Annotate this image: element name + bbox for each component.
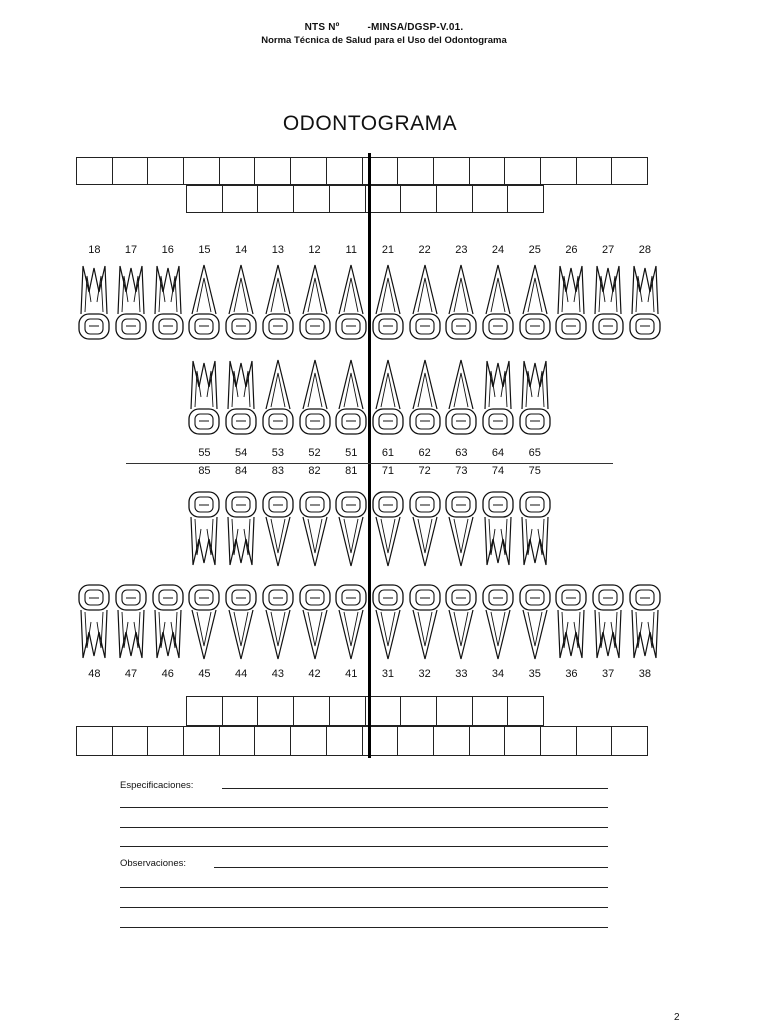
odontogram-box[interactable] <box>469 726 506 756</box>
odontogram-box[interactable] <box>433 726 470 756</box>
tooth-26[interactable] <box>554 262 588 347</box>
tooth-number-38: 38 <box>638 668 651 680</box>
tooth-number-71: 71 <box>381 465 395 477</box>
tooth-15[interactable] <box>187 262 221 347</box>
odontogram-box[interactable] <box>112 157 149 185</box>
tooth-number-73: 73 <box>455 465 468 477</box>
norm-code-suffix: -MINSA/DGSP-V.01. <box>367 22 464 33</box>
tooth-number-72: 72 <box>418 465 431 477</box>
tooth-number-28: 28 <box>638 244 651 256</box>
tooth-71[interactable] <box>371 487 405 576</box>
tooth-84[interactable] <box>224 487 258 576</box>
odontogram-box[interactable] <box>183 726 220 756</box>
observaciones-line-3[interactable] <box>120 907 608 908</box>
lower-box-row-deciduous <box>186 696 543 726</box>
tooth-31[interactable] <box>371 582 405 667</box>
tooth-number-43: 43 <box>271 668 284 680</box>
tooth-number-85: 85 <box>198 465 211 477</box>
tooth-number-63: 63 <box>455 447 468 459</box>
tooth-16[interactable] <box>151 262 185 347</box>
upper-box-row-deciduous <box>186 185 543 213</box>
tooth-47[interactable] <box>114 582 148 667</box>
especificaciones-line-2[interactable] <box>120 807 608 808</box>
tooth-38[interactable] <box>628 582 662 667</box>
tooth-12[interactable] <box>298 262 332 347</box>
odontogram-box[interactable] <box>611 157 648 185</box>
odontogram-box[interactable] <box>76 726 113 756</box>
tooth-number-82: 82 <box>308 465 321 477</box>
tooth-34[interactable] <box>481 582 515 667</box>
tooth-number-15: 15 <box>198 244 211 256</box>
odontogram-box[interactable] <box>183 157 220 185</box>
tooth-number-55: 55 <box>198 447 211 459</box>
tooth-17[interactable] <box>114 262 148 347</box>
tooth-22[interactable] <box>408 262 442 347</box>
tooth-number-64: 64 <box>491 447 505 459</box>
observaciones-line-1[interactable] <box>214 867 608 868</box>
tooth-number-26: 26 <box>565 244 578 256</box>
tooth-number-62: 62 <box>418 447 431 459</box>
odontogram-box[interactable] <box>576 157 613 185</box>
odontogram-box[interactable] <box>186 696 223 726</box>
tooth-number-16: 16 <box>161 244 174 256</box>
tooth-42[interactable] <box>298 582 332 667</box>
tooth-65[interactable] <box>518 355 552 444</box>
odontogram-box[interactable] <box>293 696 330 726</box>
tooth-number-35: 35 <box>528 668 541 680</box>
tooth-number-65: 65 <box>528 447 541 459</box>
odontogram-box[interactable] <box>147 726 184 756</box>
tooth-75[interactable] <box>518 487 552 576</box>
especificaciones-label: Especificaciones: <box>120 780 194 791</box>
tooth-18[interactable] <box>77 262 111 347</box>
tooth-83[interactable] <box>261 487 295 576</box>
tooth-61[interactable] <box>371 355 405 444</box>
tooth-13[interactable] <box>261 262 295 347</box>
odontogram-box[interactable] <box>362 726 399 756</box>
odontogram-box[interactable] <box>400 185 437 213</box>
tooth-41[interactable] <box>334 582 368 667</box>
odontogram-box[interactable] <box>76 157 113 185</box>
tooth-72[interactable] <box>408 487 442 576</box>
odontogram-box[interactable] <box>400 696 437 726</box>
tooth-number-12: 12 <box>308 244 321 256</box>
odontogram-box[interactable] <box>112 726 149 756</box>
tooth-21[interactable] <box>371 262 405 347</box>
tooth-number-31: 31 <box>381 668 395 680</box>
tooth-number-41: 41 <box>345 668 358 680</box>
tooth-number-75: 75 <box>528 465 541 477</box>
tooth-number-34: 34 <box>491 668 505 680</box>
tooth-53[interactable] <box>261 355 295 444</box>
odontogram-box[interactable] <box>329 185 366 213</box>
odontogram-box[interactable] <box>147 157 184 185</box>
tooth-45[interactable] <box>187 582 221 667</box>
norm-code <box>0 22 768 33</box>
tooth-number-11: 11 <box>345 244 357 256</box>
observaciones-line-2[interactable] <box>120 887 608 888</box>
tooth-55[interactable] <box>187 355 221 444</box>
tooth-number-37: 37 <box>602 668 615 680</box>
arch-divider <box>126 463 613 464</box>
norm-subtitle: Norma Técnica de Salud para el Uso del Odontograma <box>261 35 507 46</box>
odontogram-box[interactable] <box>397 157 434 185</box>
tooth-number-53: 53 <box>271 447 284 459</box>
odontogram-box[interactable] <box>293 185 330 213</box>
odontogram-box[interactable] <box>254 726 291 756</box>
tooth-number-61: 61 <box>381 447 395 459</box>
tooth-number-21: 21 <box>381 244 395 256</box>
tooth-28[interactable] <box>628 262 662 347</box>
tooth-51[interactable] <box>334 355 368 444</box>
especificaciones-line-1[interactable] <box>222 788 608 789</box>
tooth-number-18: 18 <box>88 244 101 256</box>
tooth-25[interactable] <box>518 262 552 347</box>
especificaciones-line-4[interactable] <box>120 846 608 847</box>
odontogram-box[interactable] <box>472 696 509 726</box>
tooth-74[interactable] <box>481 487 515 576</box>
odontogram-box[interactable] <box>507 696 544 726</box>
odontogram-box[interactable] <box>219 726 256 756</box>
tooth-number-32: 32 <box>418 668 431 680</box>
page-mark: 2 <box>674 1012 680 1023</box>
tooth-number-22: 22 <box>418 244 431 256</box>
tooth-number-81: 81 <box>345 465 358 477</box>
odontogram-box[interactable] <box>611 726 648 756</box>
odontogram-box[interactable] <box>290 157 327 185</box>
odontogram-box[interactable] <box>469 157 506 185</box>
tooth-number-47: 47 <box>124 668 138 680</box>
odontogram-box[interactable] <box>290 726 327 756</box>
lower-box-row-permanent <box>76 726 647 756</box>
tooth-63[interactable] <box>444 355 478 444</box>
odontogram-box[interactable] <box>222 696 259 726</box>
tooth-number-25: 25 <box>528 244 541 256</box>
norm-code-prefix: NTS Nº <box>304 22 340 33</box>
tooth-number-44: 44 <box>235 668 248 680</box>
odontogram-box[interactable] <box>540 157 577 185</box>
tooth-number-27: 27 <box>602 244 615 256</box>
tooth-number-54: 54 <box>235 447 248 459</box>
tooth-27[interactable] <box>591 262 625 347</box>
upper-box-row-permanent <box>76 157 647 185</box>
tooth-85[interactable] <box>187 487 221 576</box>
odontogram-box[interactable] <box>257 185 294 213</box>
page-title: ODONTOGRAMA <box>282 112 458 135</box>
tooth-number-17: 17 <box>124 244 138 256</box>
odontogram-box[interactable] <box>507 185 544 213</box>
observaciones-line-4[interactable] <box>120 927 608 928</box>
tooth-46[interactable] <box>151 582 185 667</box>
tooth-23[interactable] <box>444 262 478 347</box>
odontogram-box[interactable] <box>257 696 294 726</box>
odontogram-box[interactable] <box>576 726 613 756</box>
tooth-82[interactable] <box>298 487 332 576</box>
odontogram-box[interactable] <box>326 157 363 185</box>
odontogram-box[interactable] <box>222 185 259 213</box>
tooth-number-51: 51 <box>345 447 358 459</box>
tooth-number-46: 46 <box>161 668 174 680</box>
odontogram-box[interactable] <box>362 157 399 185</box>
odontogram-box[interactable] <box>436 696 473 726</box>
odontogram-box[interactable] <box>397 726 434 756</box>
tooth-37[interactable] <box>591 582 625 667</box>
tooth-36[interactable] <box>554 582 588 667</box>
tooth-73[interactable] <box>444 487 478 576</box>
tooth-number-24: 24 <box>491 244 505 256</box>
tooth-54[interactable] <box>224 355 258 444</box>
tooth-81[interactable] <box>334 487 368 576</box>
tooth-number-23: 23 <box>455 244 468 256</box>
odontogram-box[interactable] <box>504 726 541 756</box>
tooth-number-83: 83 <box>271 465 284 477</box>
tooth-52[interactable] <box>298 355 332 444</box>
tooth-48[interactable] <box>77 582 111 667</box>
tooth-44[interactable] <box>224 582 258 667</box>
especificaciones-line-3[interactable] <box>120 827 608 828</box>
tooth-number-36: 36 <box>565 668 578 680</box>
tooth-number-14: 14 <box>235 244 248 256</box>
tooth-number-48: 48 <box>88 668 101 680</box>
odontogram-box[interactable] <box>504 157 541 185</box>
tooth-14[interactable] <box>224 262 258 347</box>
odontogram-box[interactable] <box>329 696 366 726</box>
tooth-24[interactable] <box>481 262 515 347</box>
odontogram-box[interactable] <box>540 726 577 756</box>
tooth-number-45: 45 <box>198 668 211 680</box>
odontogram-box[interactable] <box>326 726 363 756</box>
tooth-35[interactable] <box>518 582 552 667</box>
tooth-33[interactable] <box>444 582 478 667</box>
tooth-number-74: 74 <box>491 465 505 477</box>
tooth-62[interactable] <box>408 355 442 444</box>
tooth-number-33: 33 <box>455 668 468 680</box>
tooth-number-84: 84 <box>235 465 248 477</box>
tooth-number-13: 13 <box>271 244 284 256</box>
odontogram-box[interactable] <box>219 157 256 185</box>
tooth-32[interactable] <box>408 582 442 667</box>
observaciones-label: Observaciones: <box>120 858 187 869</box>
midline-divider <box>368 153 371 758</box>
odontogram-box[interactable] <box>433 157 470 185</box>
tooth-11[interactable] <box>334 262 368 347</box>
odontogram-box[interactable] <box>472 185 509 213</box>
tooth-64[interactable] <box>481 355 515 444</box>
odontogram-box[interactable] <box>186 185 223 213</box>
tooth-number-52: 52 <box>308 447 321 459</box>
odontogram-box[interactable] <box>254 157 291 185</box>
tooth-number-42: 42 <box>308 668 321 680</box>
tooth-43[interactable] <box>261 582 295 667</box>
odontogram-box[interactable] <box>436 185 473 213</box>
